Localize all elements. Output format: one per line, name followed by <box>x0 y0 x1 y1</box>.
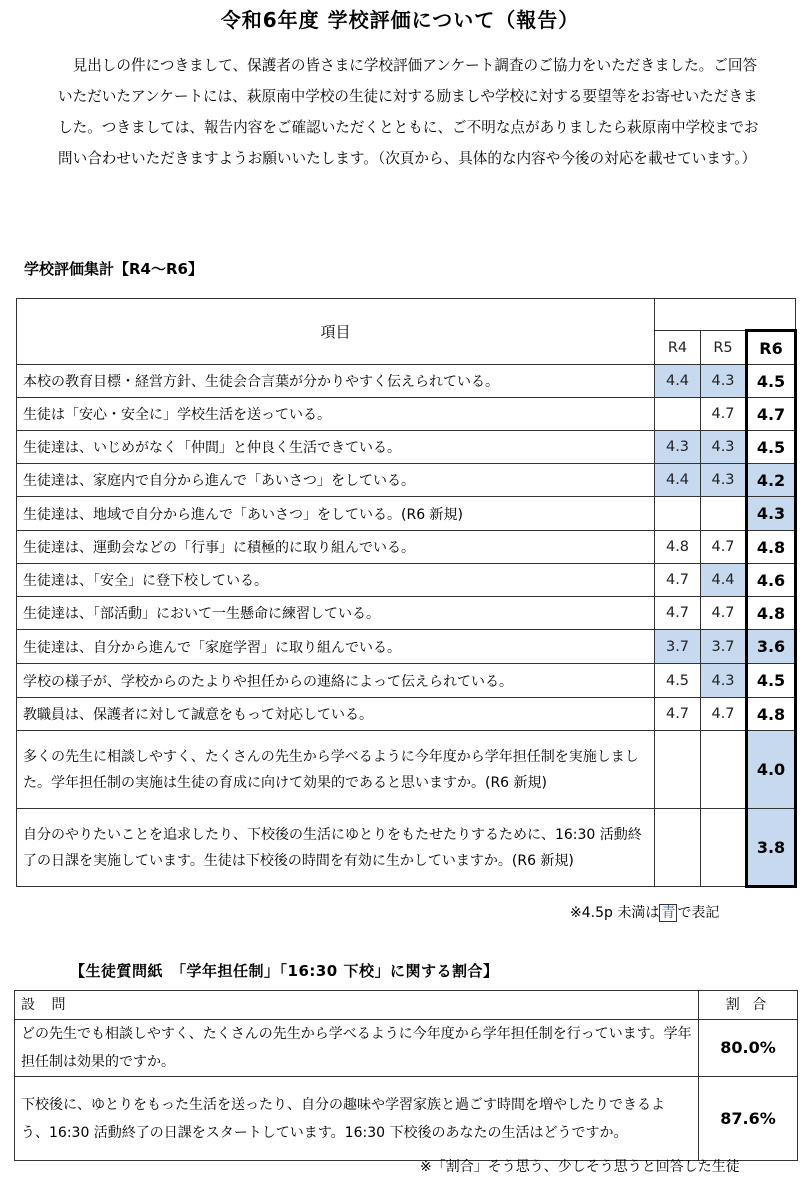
score-r4 <box>655 731 701 809</box>
table-row <box>17 564 796 597</box>
score-r4: 4.8 <box>655 531 701 564</box>
evaluation-item: 生徒達は、家庭内で自分から進んで「あいさつ」をしている。 <box>17 464 655 497</box>
table-row <box>17 809 796 887</box>
score-r5: 4.3 <box>701 365 747 398</box>
table-row <box>17 431 796 464</box>
score-r5: 4.7 <box>701 597 747 630</box>
table-row <box>17 597 796 630</box>
year-header-r6: R6 <box>747 331 796 365</box>
score-r4 <box>655 809 701 887</box>
question-header: 設 問 <box>15 991 699 1020</box>
score-r6: 4.8 <box>747 597 796 630</box>
score-r4 <box>655 398 701 431</box>
table-row <box>17 497 796 531</box>
evaluation-item: 生徒達は、地域で自分から進んで「あいさつ」をしている。(R6 新規) <box>17 497 655 531</box>
score-r6: 4.7 <box>747 398 796 431</box>
score-r4: 3.7 <box>655 630 701 664</box>
table-row <box>17 531 796 564</box>
evaluation-item: 生徒達は、「部活動」において一生懸命に練習している。 <box>17 597 655 630</box>
table-row <box>17 398 796 431</box>
legend-note-prefix: ※4.5p 未満は <box>570 905 660 921</box>
question-text: 下校後に、ゆとりをもった生活を送ったり、自分の趣味や学習家族と過ごす時間を増やしたりできるよう、16:30 活動終了の日課をスタートしています。16:30 下校後のあなたの生活はどうですか。 <box>15 1077 699 1161</box>
score-r5: 4.4 <box>701 564 747 597</box>
intro-paragraph <box>58 50 770 174</box>
score-r6: 3.6 <box>747 630 796 664</box>
score-r5: 4.3 <box>701 664 747 698</box>
score-r5: 4.7 <box>701 398 747 431</box>
score-r4: 4.7 <box>655 564 701 597</box>
score-r6: 4.3 <box>747 497 796 531</box>
score-r5: 4.3 <box>701 431 747 464</box>
evaluation-item: 自分のやりたいことを追求したり、下校後の生活にゆとりをもたせたりするために、16:30 活動終了の日課を実施しています。生徒は下校後の時間を有効に生かしていますか。(R6 新規) <box>17 809 655 887</box>
questionnaire-table <box>14 990 798 1161</box>
item-header: 項目 <box>17 299 655 365</box>
score-r4: 4.7 <box>655 698 701 731</box>
evaluation-item: 生徒達は、いじめがなく「仲間」と仲良く生活できている。 <box>17 431 655 464</box>
score-r6: 4.0 <box>747 731 796 809</box>
ratio-footnote: ※「割合」そう思う、少しそう思うと回答した生徒 <box>420 1159 740 1175</box>
legend-note-suffix: で表記 <box>677 905 720 921</box>
evaluation-item: 生徒は「安心・安全に」学校生活を送っている。 <box>17 398 655 431</box>
table-row <box>17 664 796 698</box>
score-r4: 4.4 <box>655 365 701 398</box>
score-r5: 4.3 <box>701 464 747 497</box>
evaluation-item: 生徒達は、「安全」に登下校している。 <box>17 564 655 597</box>
table-row <box>17 698 796 731</box>
table-row <box>17 365 796 398</box>
score-r6: 4.5 <box>747 365 796 398</box>
table-row <box>17 464 796 497</box>
score-r4: 4.4 <box>655 464 701 497</box>
score-r4 <box>655 497 701 531</box>
score-r4: 4.5 <box>655 664 701 698</box>
score-r6: 4.5 <box>747 431 796 464</box>
evaluation-item: 生徒達は、運動会などの「行事」に積極的に取り組んでいる。 <box>17 531 655 564</box>
score-r5: 3.7 <box>701 630 747 664</box>
year-header-r4: R4 <box>655 331 701 365</box>
score-r5: 4.7 <box>701 531 747 564</box>
score-r5: 4.7 <box>701 698 747 731</box>
evaluation-item: 多くの先生に相談しやすく、たくさんの先生から学べるように今年度から学年担任制を実施しました。学年担任制の実施は生徒の育成に向けて効果的であると思いますか。(R6 新規) <box>17 731 655 809</box>
score-r6: 4.8 <box>747 531 796 564</box>
score-r6: 4.6 <box>747 564 796 597</box>
legend-note <box>570 902 719 922</box>
score-r6: 4.2 <box>747 464 796 497</box>
score-r4: 4.3 <box>655 431 701 464</box>
score-r6: 4.5 <box>747 664 796 698</box>
evaluation-item: 生徒達は、自分から進んで「家庭学習」に取り組んでいる。 <box>17 630 655 664</box>
evaluation-table <box>16 298 797 888</box>
page-title: 令和6年度 学校評価について（報告） <box>220 8 580 32</box>
legend-blue-word: 青 <box>661 905 676 921</box>
evaluation-item: 学校の様子が、学校からのたよりや担任からの連絡によって伝えられている。 <box>17 664 655 698</box>
ratio-value: 80.0% <box>699 1020 798 1077</box>
year-header-spacer <box>655 299 796 331</box>
score-r6: 4.8 <box>747 698 796 731</box>
intro-text: 見出しの件につきまして、保護者の皆さまに学校評価アンケート調査のご協力をいただきました。ご回答いただいたアンケートには、萩原南中学校の生徒に対する励ましや学校に対する要望等をお寄せいただきました。つきましては、報告内容をご確認いただくとともに、ご不明な点がありましたら萩原南中学校までお問い合わせいただきますようお願いいたします。（次頁から、具体的な内容や今後の対応を載せています。） <box>58 57 759 167</box>
question-text: どの先生でも相談しやすく、たくさんの先生から学べるように今年度から学年担任制を行っています。学年担任制は効果的ですか。 <box>15 1020 699 1077</box>
table-row <box>17 731 796 809</box>
score-r5 <box>701 497 747 531</box>
section-title-evaluation: 学校評価集計【R4～R6】 <box>24 260 203 278</box>
section-title-questionnaire: 【生徒質問紙 「学年担任制」「16:30 下校」に関する割合】 <box>70 962 499 980</box>
evaluation-item: 教職員は、保護者に対して誠意をもって対応している。 <box>17 698 655 731</box>
score-r5 <box>701 809 747 887</box>
score-r6: 3.8 <box>747 809 796 887</box>
ratio-header: 割 合 <box>699 991 798 1020</box>
evaluation-item: 本校の教育目標・経営方針、生徒会合言葉が分かりやすく伝えられている。 <box>17 365 655 398</box>
ratio-value: 87.6% <box>699 1077 798 1161</box>
table-row <box>17 630 796 664</box>
score-r4: 4.7 <box>655 597 701 630</box>
score-r5 <box>701 731 747 809</box>
year-header-r5: R5 <box>701 331 747 365</box>
